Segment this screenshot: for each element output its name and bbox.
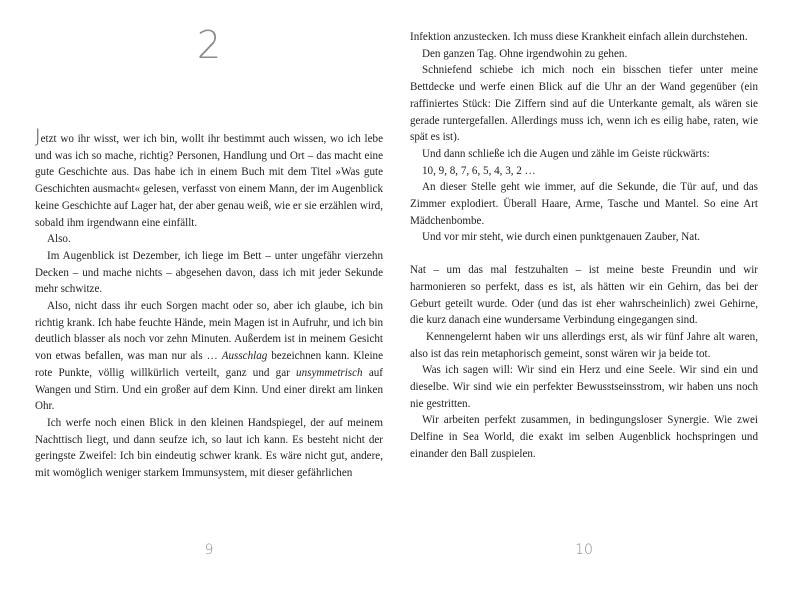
chapter-number: 2 <box>196 23 222 67</box>
paragraph: 10, 9, 8, 7, 6, 5, 4, 3, 2 … <box>422 164 536 177</box>
paragraph-text: etzt wo ihr wisst, wer ich bin, wollt ihr bestimmt auch wissen, wo ich lebe und was ich so mache, richtig? Personen, Handlung und Ort – das macht eine gute Geschichte aus. Das habe ich in einem Buch mit dem Titel »Was gute Geschichten ausmacht« gelesen, verfasst von einem Mann, der im Augenblick keine Geschichte auf Lager hat, der aber genau weiß, wie er sie erzählen wird, sobald ihm irgendwann eine einfällt. <box>35 133 383 229</box>
paragraph: Im Augenblick ist Dezember, ich liege im Bett – unter ungefähr vierzehn Decken – und mache nichts – abgesehen davon, dass ich mit jeder Sekunde mehr schwitze. <box>35 249 383 296</box>
paragraph: Und dann schließe ich die Augen und zähle im Geiste rückwärts: <box>422 147 710 160</box>
paragraph: Nat – um das mal festzuhalten – ist meine beste Freundin und wir harmonieren so perfekt, dass es ist, als hätten wir ein Gehirn, das bei der Geburt geteilt wurde. Oder (und das ist eher wahrscheinlich) zwei Gehirne, die kurz danach eine wundersame Verbindung eingegangen sind. <box>410 264 758 327</box>
left-page-text <box>35 125 383 482</box>
paragraph: Ich werfe noch einen Blick in den kleinen Handspiegel, der auf meinem Nachttisch liegt, und dann seufze ich, so laut ich kann. Es besteht nicht der geringste Zweifel: Ich bin eindeutig schwer krank. Es wäre nicht gut, andere, mit womöglich weniger starkem Immunsystem, mit dieser gefährlichen <box>35 416 383 480</box>
paragraph <box>35 125 383 231</box>
page-number: 9 <box>204 542 214 558</box>
right-page-text <box>410 29 758 463</box>
paragraph: Infektion anzustecken. Ich muss diese Krankheit einfach allein durchstehen. <box>410 31 748 43</box>
paragraph: Schniefend schiebe ich mich noch ein bisschen tiefer unter meine Bettdecke und werfe einen Blick auf die Uhr an der Wand gegenüber (ein raffiniertes Stück: Die Ziffern sind auf die Unterkante gemalt, als wären sie gerade runtergefallen. Allerdings muss ich, wenn ich es eilig habe, raten, wie spät es ist). <box>410 64 758 144</box>
paragraph: An dieser Stelle geht wie immer, auf die Sekunde, die Tür auf, und das Zimmer explodiert. Überall Haare, Arme, Tasche und Mantel. So eine Art Mädchenbombe. <box>410 181 758 227</box>
paragraph-text: auf Wangen und Stirn. Und ein großer auf dem Kinn. Und einer direkt am linken Ohr. <box>35 366 383 413</box>
paragraph-text: bezeichnen kann. Kleine rote Punkte, völlig willkürlich verteilt, ganz und gar <box>35 350 383 379</box>
paragraph: Und vor mir steht, wie durch einen punktgenauen Zauber, Nat. <box>422 231 701 244</box>
drop-cap: J <box>35 125 41 147</box>
page-number: 10 <box>575 542 593 558</box>
paragraph: Kennengelernt haben wir uns allerdings erst, als wir fünf Jahre alt waren, also ist das rein metaphorisch gemeint, sonst wären wir ja beide tot. <box>410 330 758 360</box>
paragraph <box>35 298 383 415</box>
paragraph: Den ganzen Tag. Ohne irgendwohin zu gehen. <box>422 47 628 60</box>
emphasis: unsymmetrisch <box>296 366 363 379</box>
paragraph-text: Also, nicht dass ihr euch Sorgen macht oder so, aber ich glaube, ich bin richtig krank. Ich habe feuchte Hände, mein Magen ist in Aufruhr, und ich bin deutlich blasser als noch vor zehn Minuten. Außerdem ist in meinem Gesicht von etwas befallen, was man nur als … <box>35 300 383 363</box>
paragraph: Also. <box>47 233 71 246</box>
paragraph: Was ich sagen will: Wir sind ein Herz und eine Seele. Wir sind ein und dieselbe. Wir sind wie ein perfekter Bewusstseinsstrom, wir haben uns noch nie gestritten. <box>410 364 758 410</box>
paragraph: Wir arbeiten perfekt zusammen, in bedingungsloser Synergie. Wie zwei Delfine in Sea World, die exakt im selben Augenblick hochspringen und einander den Ball zuspielen. <box>410 414 758 460</box>
emphasis: Ausschlag <box>221 350 268 363</box>
